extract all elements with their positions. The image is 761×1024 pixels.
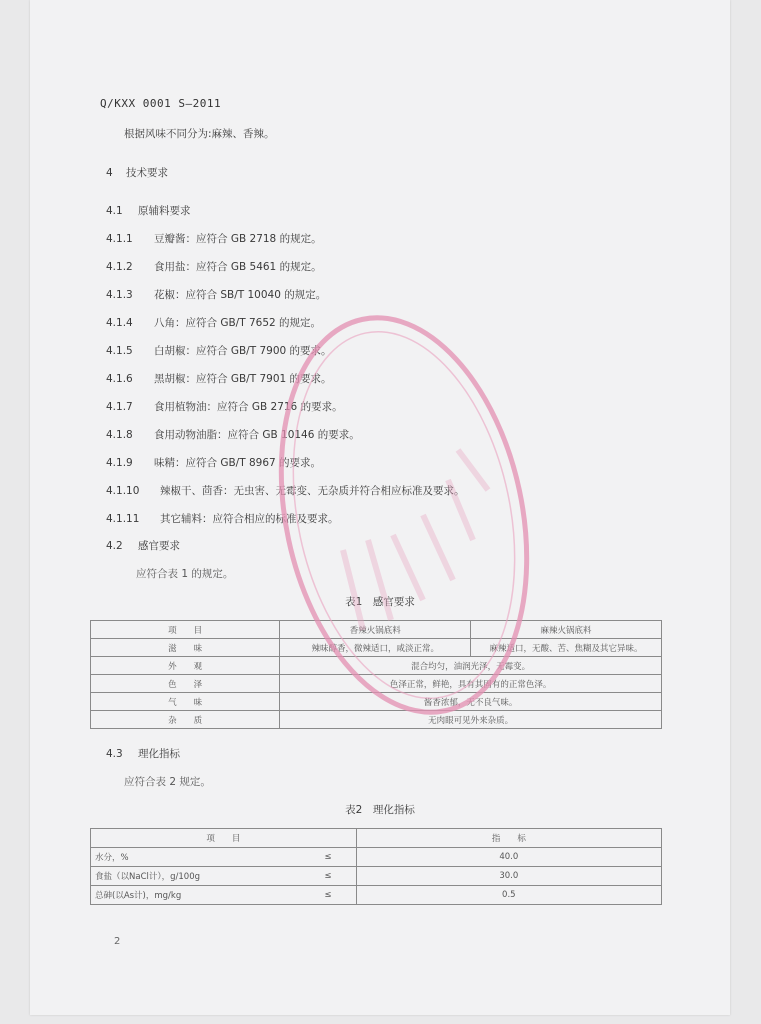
table-cell: ≤ <box>300 848 356 867</box>
table-cell: 滋 味 <box>91 639 280 657</box>
table-header-row <box>91 829 662 848</box>
section-4-2-heading <box>106 538 180 553</box>
table-cell: ≤ <box>300 886 356 905</box>
section-4-1-number: 4.1 <box>106 205 123 217</box>
table-cell: 30.0 <box>356 867 661 886</box>
section-4-1-heading <box>106 203 191 218</box>
section-4-1-title: 原辅料要求 <box>138 205 191 217</box>
list-item <box>106 483 465 498</box>
page-number: 2 <box>114 936 121 947</box>
item-text: 白胡椒：应符合 GB/T 7900 的要求。 <box>154 345 332 357</box>
table-cell: 辣味醇香，微辣适口，咸淡正常。 <box>280 639 471 657</box>
item-text: 味精：应符合 GB/T 8967 的要求。 <box>154 457 322 469</box>
section-4-3-title: 理化指标 <box>138 748 180 760</box>
list-item <box>106 231 322 246</box>
table-header-cell: 指 标 <box>356 829 661 848</box>
table-cell: 杂 质 <box>91 711 280 729</box>
table-header-cell: 麻辣火锅底料 <box>471 621 662 639</box>
document-page <box>30 0 730 1015</box>
table-row <box>91 657 662 675</box>
item-number: 4.1.8 <box>106 429 133 441</box>
table-cell: 混合均匀，油润光泽，无霉变。 <box>280 657 662 675</box>
table-cell: 40.0 <box>356 848 661 867</box>
item-number: 4.1.11 <box>106 513 140 525</box>
list-item <box>106 399 343 414</box>
table-cell: 外 观 <box>91 657 280 675</box>
section-4-2-note: 应符合表 1 的规定。 <box>136 568 234 580</box>
item-text: 辣椒干、茴香：无虫害、无霉变、无杂质并符合相应标准及要求。 <box>160 485 465 497</box>
table-header-cell: 项 目 <box>91 621 280 639</box>
item-number: 4.1.4 <box>106 317 133 329</box>
table-2-physicochemical <box>90 828 662 905</box>
item-text: 其它辅料：应符合相应的标准及要求。 <box>160 513 339 525</box>
intro-text: 根据风味不同分为:麻辣、香辣。 <box>124 128 275 140</box>
list-item <box>106 287 326 302</box>
table-cell: 总砷(以As计)，mg/kg <box>91 886 301 905</box>
table-header-cell: 项 目 <box>91 829 357 848</box>
item-text: 食用盐：应符合 GB 5461 的规定。 <box>154 261 322 273</box>
section-4-3-heading <box>106 746 180 761</box>
table-cell: 气 味 <box>91 693 280 711</box>
item-text: 花椒：应符合 SB/T 10040 的规定。 <box>154 289 327 301</box>
table-2-caption: 表2 理化指标 <box>345 804 415 816</box>
item-number: 4.1.10 <box>106 485 140 497</box>
table-cell: 酱香浓郁，无不良气味。 <box>280 693 662 711</box>
table-row <box>91 867 662 886</box>
item-number: 4.1.2 <box>106 261 133 273</box>
list-item <box>106 427 360 442</box>
section-4-3-number: 4.3 <box>106 748 123 760</box>
table-cell: 色 泽 <box>91 675 280 693</box>
table-1-caption: 表1 感官要求 <box>345 596 415 608</box>
table-cell: 水分，% <box>91 848 301 867</box>
list-item <box>106 259 322 274</box>
item-number: 4.1.5 <box>106 345 133 357</box>
item-number: 4.1.7 <box>106 401 133 413</box>
list-item <box>106 511 339 526</box>
section-4-heading <box>106 165 168 180</box>
table-row <box>91 848 662 867</box>
table-header-cell: 香辣火锅底料 <box>280 621 471 639</box>
section-4-title: 技术要求 <box>126 167 168 179</box>
table-row <box>91 675 662 693</box>
table-1-sensory <box>90 620 662 729</box>
item-number: 4.1.9 <box>106 457 133 469</box>
section-4-2-number: 4.2 <box>106 540 123 552</box>
item-number: 4.1.1 <box>106 233 133 245</box>
item-text: 食用动物油脂：应符合 GB 10146 的要求。 <box>154 429 360 441</box>
item-text: 黑胡椒：应符合 GB/T 7901 的要求。 <box>154 373 332 385</box>
table-header-row <box>91 621 662 639</box>
table-cell: 麻辣适口，无酸、苦、焦糊及其它异味。 <box>471 639 662 657</box>
table-cell: 0.5 <box>356 886 661 905</box>
table-cell: 色泽正常，鲜艳，具有其固有的正常色泽。 <box>280 675 662 693</box>
table-cell: 无肉眼可见外来杂质。 <box>280 711 662 729</box>
item-text: 食用植物油：应符合 GB 2716 的要求。 <box>154 401 343 413</box>
item-number: 4.1.6 <box>106 373 133 385</box>
table-row <box>91 711 662 729</box>
section-4-2-title: 感官要求 <box>138 540 180 552</box>
table-row <box>91 693 662 711</box>
list-item <box>106 343 332 358</box>
table-cell: 食盐（以NaCl计），g/100g <box>91 867 301 886</box>
table-cell: ≤ <box>300 867 356 886</box>
table-row <box>91 639 662 657</box>
section-4-number: 4 <box>106 167 113 179</box>
table-row <box>91 886 662 905</box>
item-text: 八角：应符合 GB/T 7652 的规定。 <box>154 317 322 329</box>
doc-code-header: Q/KXX 0001 S—2011 <box>100 97 222 110</box>
list-item <box>106 315 321 330</box>
item-text: 豆瓣酱：应符合 GB 2718 的规定。 <box>154 233 322 245</box>
list-item <box>106 455 321 470</box>
list-item <box>106 371 332 386</box>
item-number: 4.1.3 <box>106 289 133 301</box>
section-4-3-note: 应符合表 2 规定。 <box>124 776 211 788</box>
